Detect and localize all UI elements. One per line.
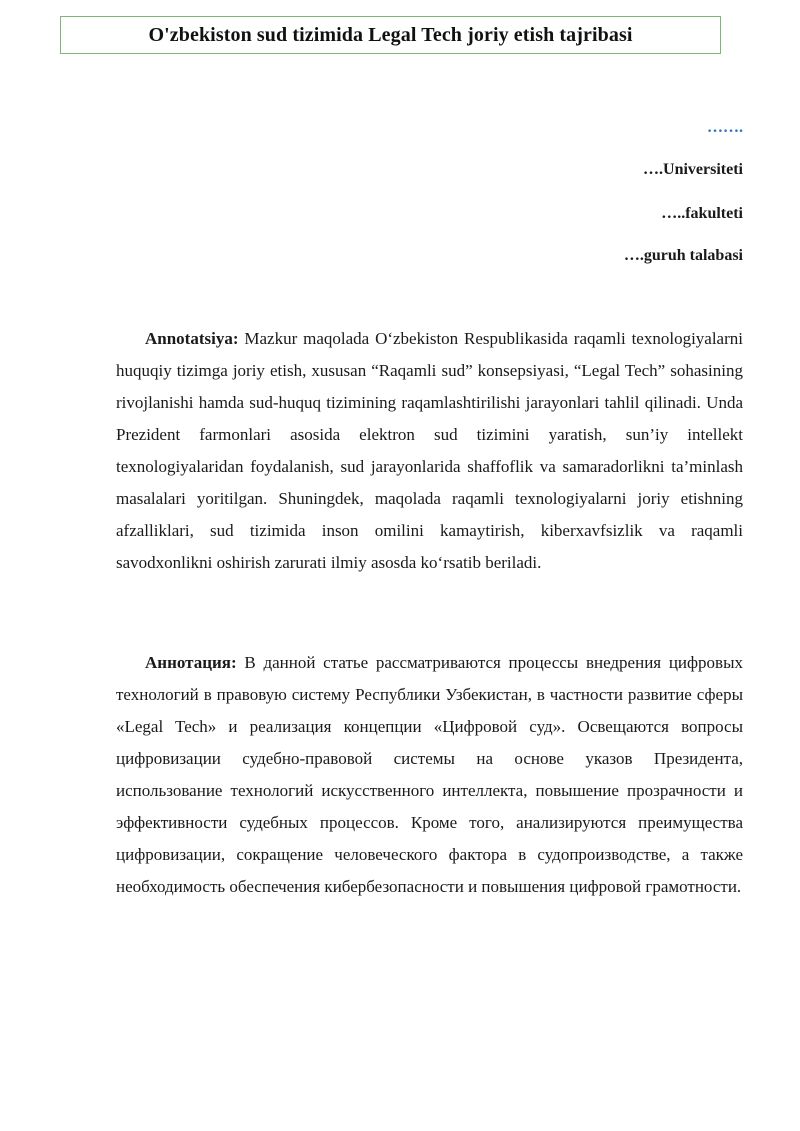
abstract-russian xyxy=(116,647,743,903)
abstract-uzbek-text: Mazkur maqolada O‘zbekiston Respublikasida raqamli texnologiyalarni huquqiy tizimga joriy etish, xususan “Raqamli sud” konsepsiyasi, “Legal Tech” sohasining rivojlanishi hamda sud-huquq tizimining raqamlashtirilishi jarayonlari tahlil qilinadi. Unda Prezident farmonlari asosida elektron sud tizimini yaratish, sun’iy intellekt texnologiyalaridan foydalanish, sud jarayonlarida shaffoflik va samaradorlikni ta’minlash masalalari yoritilgan. Shuningdek, maqolada raqamli texnologiyalarni joriy etishning afzalliklari, sud tizimida inson omilini kamaytirish, kiberxavfsizlik va raqamli savodxonlikni oshirish zarurati ilmiy asosda ko‘rsatib beriladi. xyxy=(116,329,743,572)
author-faculty: …..fakulteti xyxy=(661,205,743,222)
page-title: O'zbekiston sud tizimida Legal Tech joriy etish tajribasi xyxy=(148,23,633,46)
abstract-uzbek-label: Annotatsiya: xyxy=(145,329,239,348)
author-block xyxy=(624,120,743,264)
abstract-russian-text: В данной статье рассматриваются процессы внедрения цифровых технологий в правовую систему Республики Узбекистан, в частности развитие сферы «Legal Tech» и реализация концепции «Цифровой суд». Освещаются вопросы цифровизации судебно-правовой системы на основе указов Президента, использование технологий искусственного интеллекта, повышение прозрачности и эффективности судебных процессов. Кроме того, анализируются преимущества цифровизации, сокращение человеческого фактора в судопроизводстве, а также необходимость обеспечения кибербезопасности и повышения цифровой грамотности. xyxy=(116,653,743,896)
author-university: ….Universiteti xyxy=(643,161,743,178)
abstract-russian-label: Аннотация: xyxy=(145,653,237,672)
author-name: ……. xyxy=(707,119,743,136)
author-group: ….guruh talabasi xyxy=(623,247,743,264)
title-box xyxy=(60,16,721,54)
abstract-uzbek xyxy=(116,323,743,579)
